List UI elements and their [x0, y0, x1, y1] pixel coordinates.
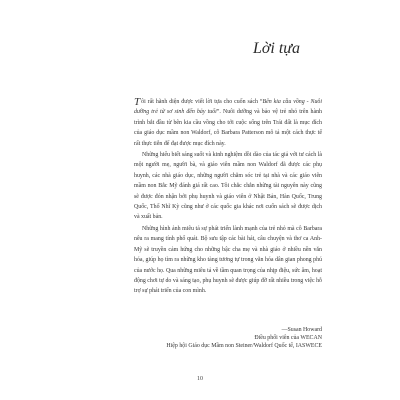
paragraph-1 [134, 97, 322, 149]
signature-role: Điều phối viên của WECAN [254, 335, 322, 342]
page-title: Lời tựa [252, 40, 300, 57]
page-number: 10 [197, 376, 203, 382]
book-title-italic: Bên kia cầu vồng - Nuôi dưỡng trẻ từ sơ sinh đến bảy tuổi [134, 99, 323, 116]
paragraph-1-rest: ”. Nuôi dưỡng và bảo vệ trẻ nhỏ trên hành trình bắt đầu từ bên kia cầu vồng cho tới cuộc sống trên Trái đất là mục đích của giáo dục mầm non Waldorf, cô Barbara Patterson mô tả một cách thực tế rất thực tiễn để đạt được mục đích này. [134, 109, 322, 147]
paragraph-3: Những hình ảnh miêu tả sự phát triển lành mạnh của trẻ nhỏ mà cô Barbara nêu ra mang tính phổ quát. Bộ sưu tập các bài hát, câu chuyện và thơ ca Anh-Mỹ sẽ truyền cảm hứng cho những bậc cha mẹ và nhà giáo ở nhiều nền văn hóa, giúp họ tìm ra những kho tàng tương tự trong văn hóa dân gian phong phú của nước họ. Qua những miêu tả về tầm quan trọng của nhịp điệu, sức âm, hoạt động chơi tự do và sáng tạo, phụ huynh sẽ được giúp đỡ rất nhiều trong việc hỗ trợ sự phát triển của con mình. [134, 225, 322, 295]
signature-block [166, 326, 322, 351]
signature-org: Hiệp hội Giáo dục Mầm non Steiner/Waldorf Quốc tế, IASWECE [166, 343, 322, 350]
drop-cap: T [134, 96, 141, 108]
paragraph-1-lead: ôi rất hãnh diện được viết lời tựa cho cuốn sách “ [141, 99, 263, 105]
foreword-body [134, 97, 322, 297]
signature-name: —Susan Howard [281, 327, 322, 333]
paragraph-2: Những hiểu biết sáng suốt và kinh nghiệm dồi dào của tác giả với tư cách là một người mẹ, người bà, và giáo viên mầm non Waldorf đã được các phụ huynh, các nhà giáo dục, những người chăm sóc trẻ tại nhà và các giáo viên mầm non Bắc Mỹ đánh giá rất cao. Tôi chắc chắn những tài nguyên này cũng sẽ được đón nhận bởi phụ huynh và giáo viên ở Nhật Bản, Hàn Quốc, Trung Quốc, Thổ Nhĩ Kỳ cũng như ở các quốc gia khác nơi cuốn sách sẽ được dịch và xuất bản. [134, 152, 322, 221]
